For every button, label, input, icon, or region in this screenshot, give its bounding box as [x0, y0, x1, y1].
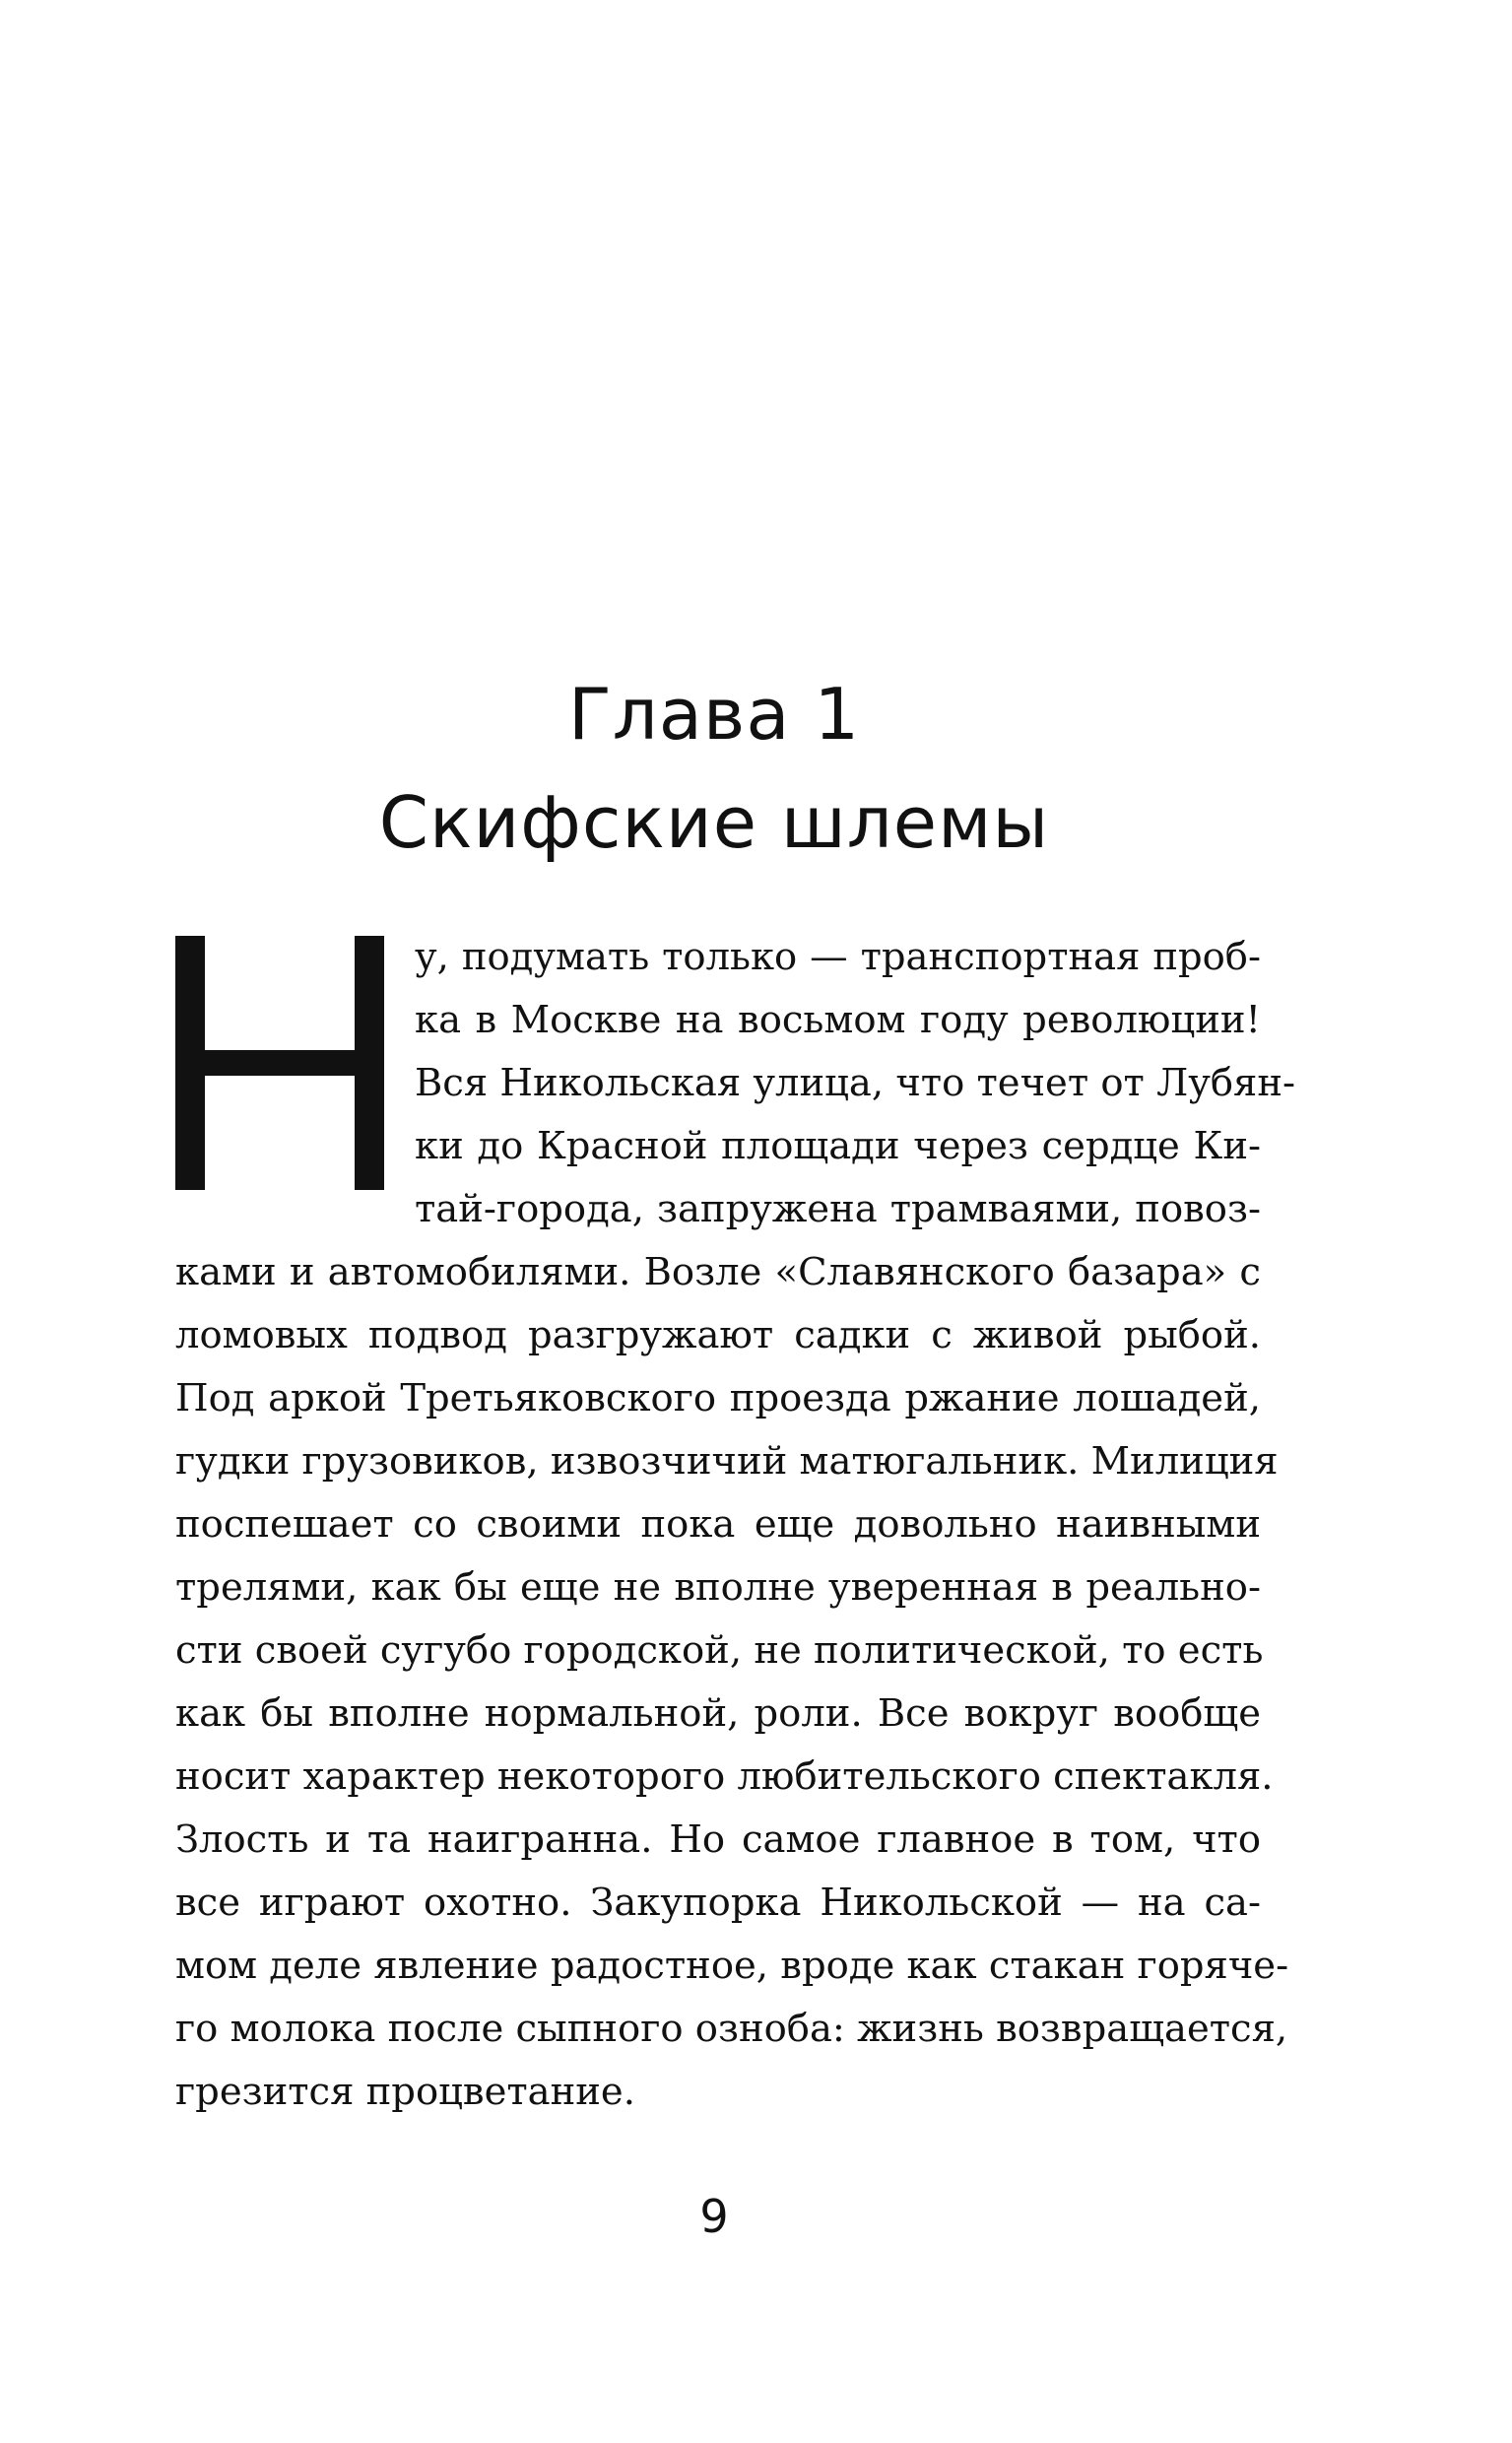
text-line: поспешает со своими пока еще довольно наивными: [175, 1502, 1261, 1547]
text-line: все играют охотно. Закупорка Никольской — на са-: [175, 1881, 1261, 1925]
text-line: трелями, как бы еще не вполне уверенная в реально-: [175, 1565, 1261, 1610]
page-number: 9: [699, 2190, 729, 2243]
chapter-body-text: [175, 926, 1295, 2124]
text-line: го молока после сыпного озноба: жизнь возвращается,: [175, 2007, 1288, 2051]
text-line: Под аркой Третьяковского проезда ржание лошадей,: [175, 1376, 1261, 1420]
chapter-title: Скифские шлемы: [378, 781, 1050, 864]
text-line: тай-города, запружена трамваями, повоз-: [415, 1187, 1261, 1231]
text-line: грезится процветание.: [175, 2070, 635, 2114]
text-line: сти своей сугубо городской, не политической, то есть: [175, 1628, 1264, 1673]
text-line: у, подумать только — транспортная проб-: [415, 935, 1261, 979]
text-line: гудки грузовиков, извозчичий матюгальник. Милиция: [175, 1439, 1279, 1484]
text-line: Вся Никольская улица, что течет от Лубян-: [415, 1061, 1295, 1105]
text-line: ки до Красной площади через сердце Ки-: [415, 1124, 1261, 1168]
text-line: мом деле явление радостное, вроде как стакан горяче-: [175, 1944, 1289, 1988]
chapter-number: Глава 1: [567, 673, 861, 756]
text-line: ка в Москве на восьмом году революции!: [415, 998, 1261, 1042]
text-line: ломовых подвод разгружают садки с живой рыбой.: [175, 1313, 1261, 1357]
text-line: носит характер некоторого любительского спектакля.: [175, 1754, 1274, 1799]
text-line: Злость и та наигранна. Но самое главное в том, что: [175, 1817, 1261, 1862]
text-line: ками и автомобилями. Возле «Славянского базара» с: [175, 1250, 1261, 1294]
text-line: как бы вполне нормальной, роли. Все вокруг вообще: [175, 1691, 1261, 1736]
